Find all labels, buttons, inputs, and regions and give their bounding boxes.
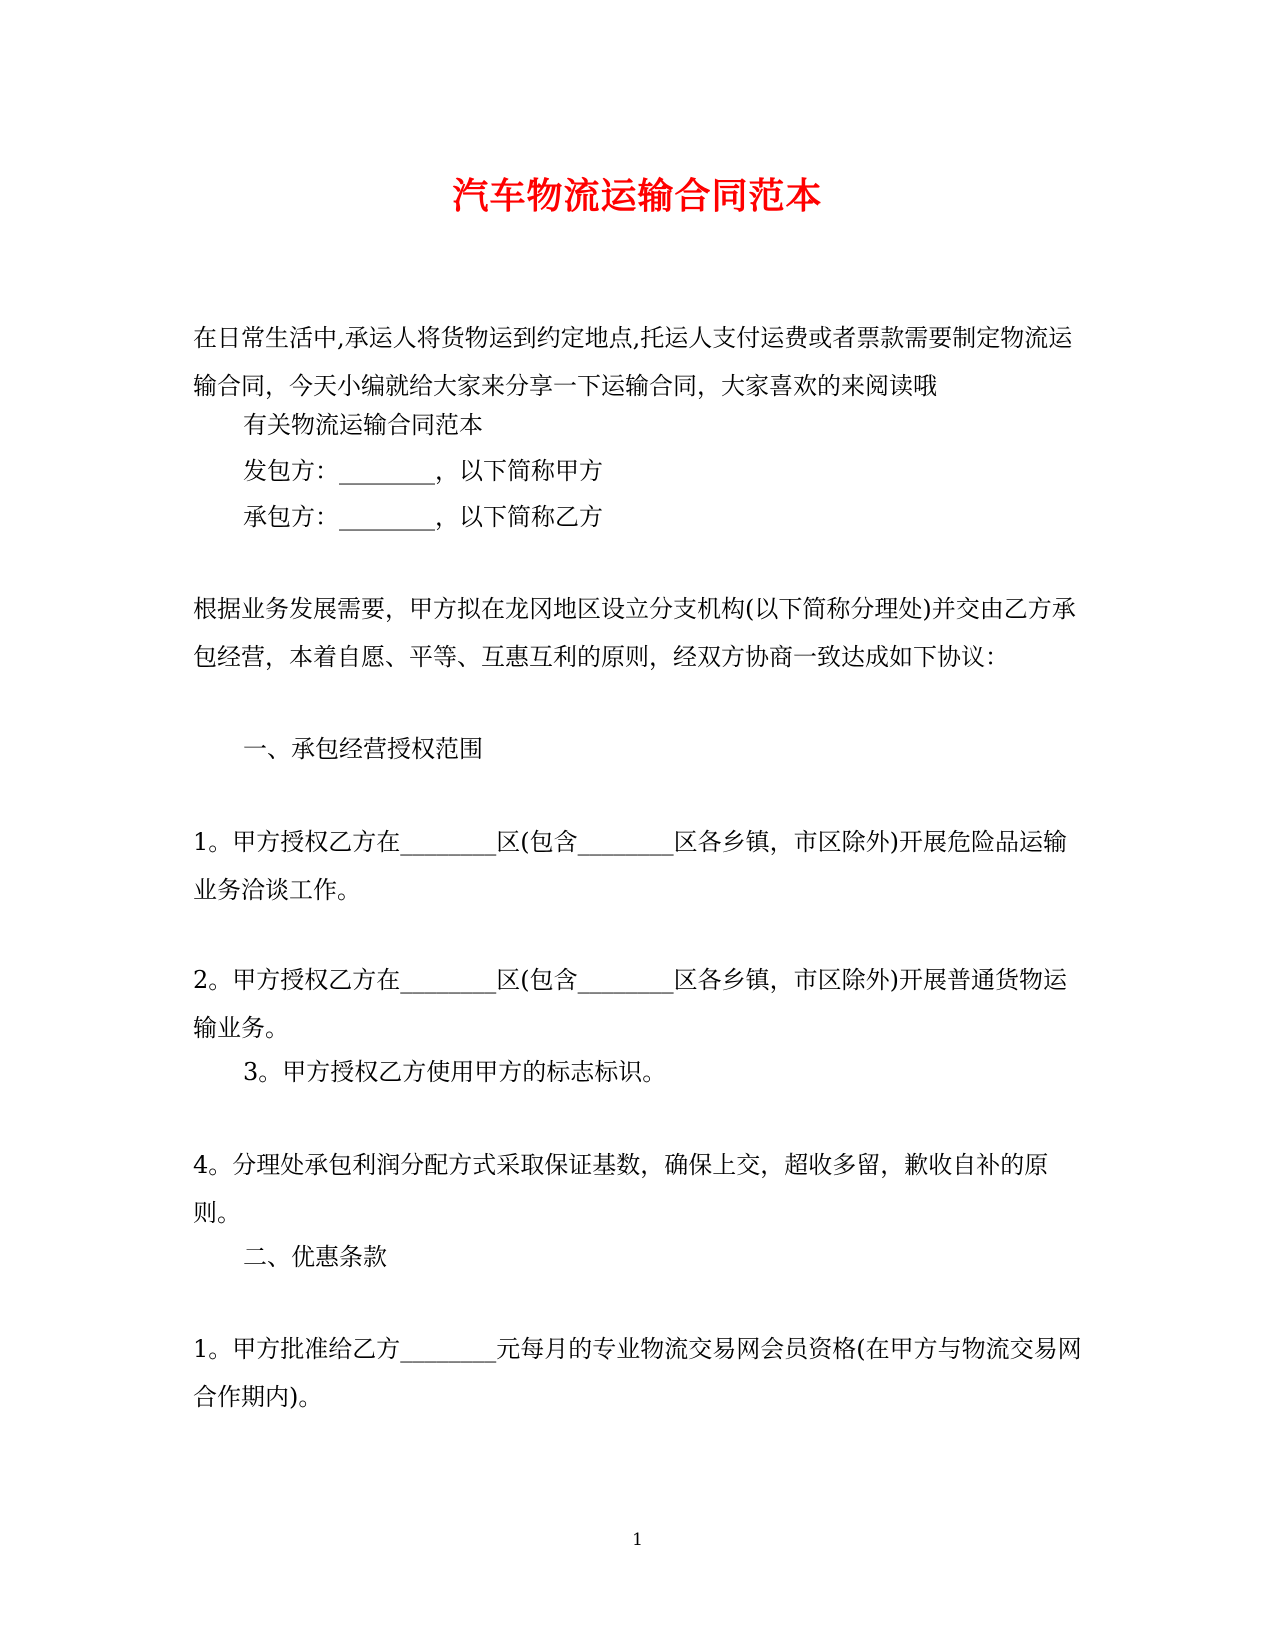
section-2-heading: 二、优惠条款 [243, 1243, 387, 1271]
section-1-item-3: 3。甲方授权乙方使用甲方的标志标识。 [243, 1058, 667, 1086]
section-1-item-1: 1。甲方授权乙方在________区(包含________区各乡镇，市区除外)开展危险品运输业务洽谈工作。 [193, 828, 1067, 904]
section-2-item-1: 1。甲方批准给乙方________元每月的专业物流交易网会员资格(在甲方与物流交易网合作期内)。 [193, 1335, 1082, 1411]
intro-paragraph: 在日常生活中,承运人将货物运到约定地点,托运人支付运费或者票款需要制定物流运输合同，今天小编就给大家来分享一下运输合同，大家喜欢的来阅读哦 [193, 324, 1073, 400]
section-1-heading: 一、承包经营授权范围 [243, 735, 483, 763]
page-number: 1 [632, 1530, 643, 1550]
preamble-paragraph: 根据业务发展需要，甲方拟在龙冈地区设立分支机构(以下简称分理处)并交由乙方承包经营，本着自愿、平等、互惠互利的原则，经双方协商一致达成如下协议： [193, 595, 1076, 671]
section-1-item-2: 2。甲方授权乙方在________区(包含________区各乡镇，市区除外)开展普通货物运输业务。 [193, 966, 1067, 1042]
party-b-line: 承包方：________，以下简称乙方 [243, 503, 603, 531]
party-a-line: 发包方：________，以下简称甲方 [243, 457, 603, 485]
document-title: 汽车物流运输合同范本 [452, 175, 823, 217]
section-1-item-4: 4。分理处承包利润分配方式采取保证基数，确保上交，超收多留，歉收自补的原则。 [193, 1151, 1049, 1227]
contract-subtitle: 有关物流运输合同范本 [243, 411, 483, 439]
